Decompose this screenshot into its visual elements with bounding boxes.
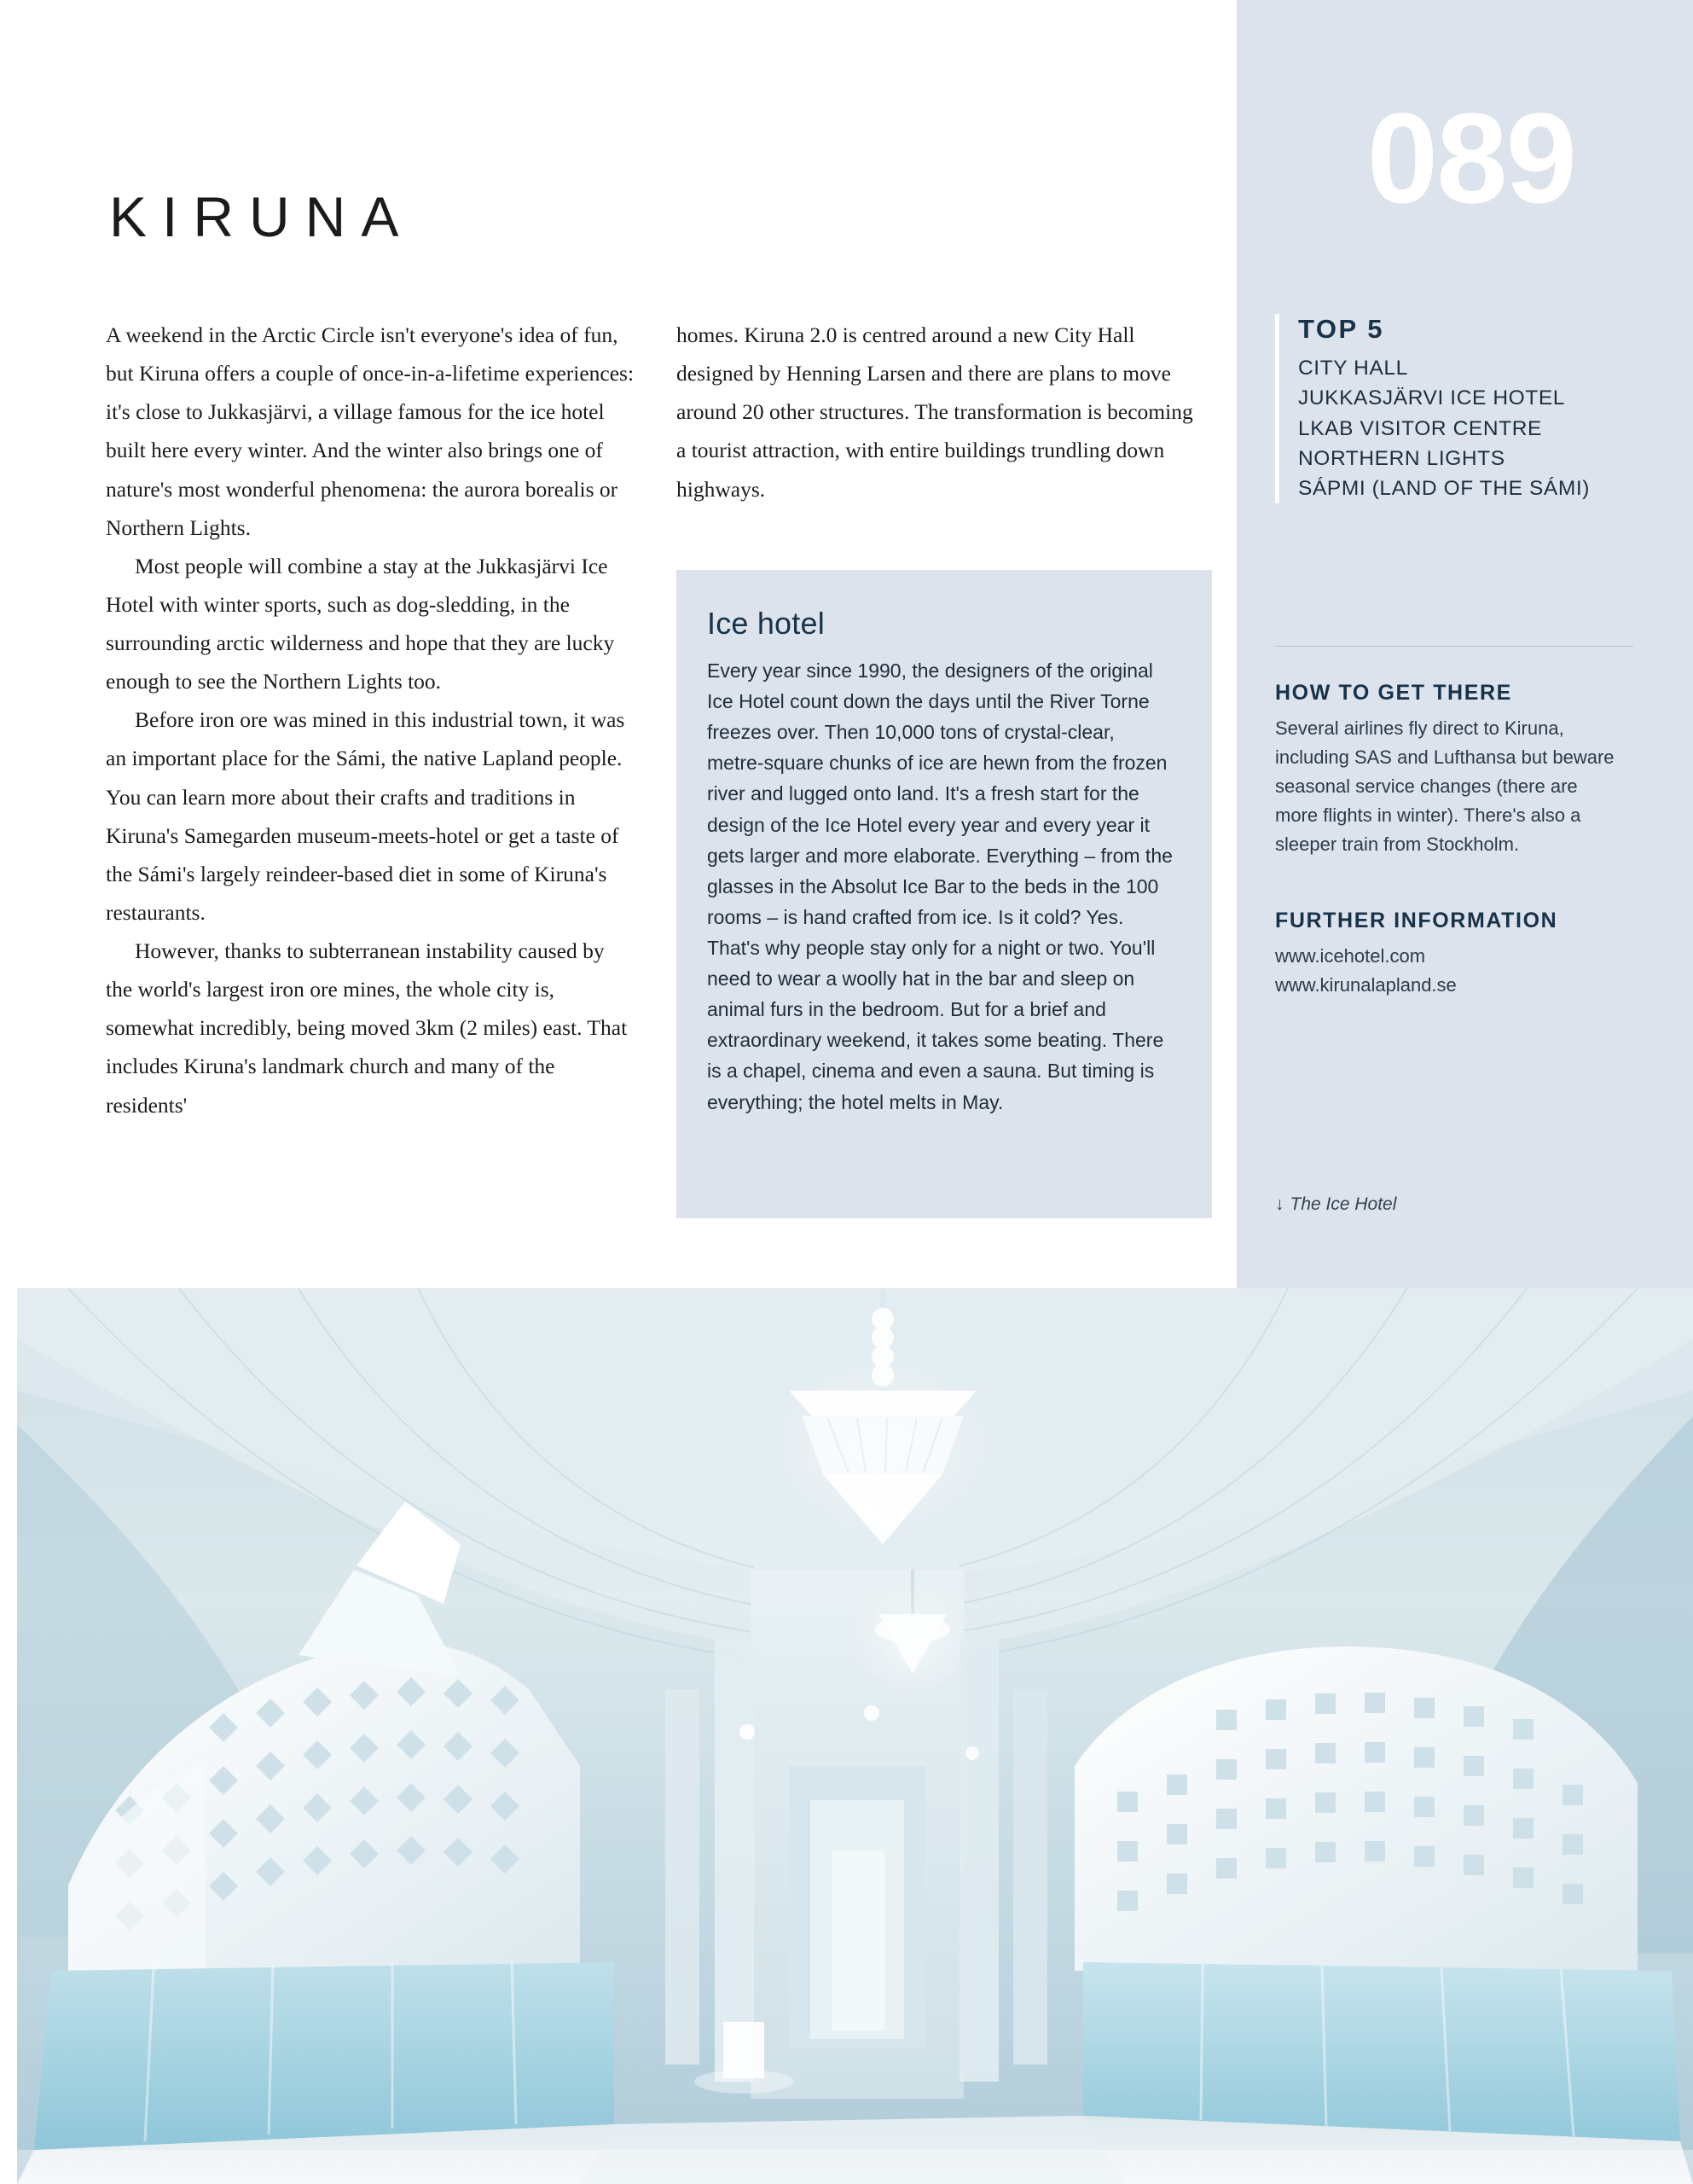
how-to-get-there-block	[1275, 681, 1616, 859]
top5-heading: TOP 5	[1298, 314, 1384, 344]
further-information-heading: FURTHER INFORMATION	[1275, 909, 1558, 932]
how-to-get-there-text: Several airlines fly direct to Kiruna, including SAS and Lufthansa but beware seasonal service changes (there are more flights in winter). There's also a sleeper train from Stockholm.	[1275, 717, 1615, 856]
further-information-link[interactable]: www.icehotel.com	[1275, 945, 1426, 967]
ice-hotel-sidebar-box	[676, 570, 1212, 1218]
top5-block	[1275, 314, 1633, 503]
photo-caption	[1275, 1194, 1633, 1215]
top5-list-item: LKAB VISITOR CENTRE	[1298, 416, 1542, 440]
top5-list-item: CITY HALL	[1298, 357, 1408, 380]
how-to-get-there-heading: HOW TO GET THERE	[1275, 681, 1512, 705]
ice-hotel-heading: Ice hotel	[707, 606, 825, 641]
further-information-block	[1275, 909, 1616, 1000]
ice-hotel-photo	[17, 1288, 1693, 2184]
further-information-link[interactable]: www.kirunalapland.se	[1275, 974, 1457, 996]
article-paragraph: A weekend in the Arctic Circle isn't everyone's idea of fun, but Kiruna offers a couple of once-in-a-lifetime experiences: it's close to Jukkasjärvi, a village famous for the ice hotel built here every winter. And the winter also brings one of nature's most wonderful phenomena: the aurora borealis or Northern Lights.	[106, 322, 635, 540]
article-column-left	[106, 316, 635, 1124]
article-paragraph: However, thanks to subterranean instability caused by the world's largest iron ore mines, the whole city is, somewhat incredibly, being moved 3km (2 miles) east. That includes Kiruna's landmark church and many of the residents'	[106, 938, 628, 1118]
page-title: KIRUNA	[109, 185, 415, 249]
article-paragraph: homes. Kiruna 2.0 is centred around a new City Hall designed by Henning Larsen and there are plans to move around 20 other structures. The transformation is becoming a tourist attraction, with entire buildings trundling down highways.	[676, 322, 1193, 502]
photo-caption-text: The Ice Hotel	[1290, 1194, 1397, 1214]
article-column-right	[676, 316, 1205, 508]
sidebar-divider	[1275, 646, 1633, 647]
top5-list-item: NORTHERN LIGHTS	[1298, 446, 1505, 470]
article-paragraph: Most people will combine a stay at the Jukkasjärvi Ice Hotel with winter sports, such as dog-sledding, in the surrounding arctic wilderness and hope that they are lucky enough to see the Northern Lights too.	[106, 553, 615, 694]
article-paragraph: Before iron ore was mined in this industrial town, it was an important place for the Sámi, the native Lapland people. You can learn more about their crafts and traditions in Kiruna's Samegarden museum-meets-hotel or get a taste of the Sámi's largely reindeer-based diet in some of Kiruna's restaurants.	[106, 707, 625, 925]
page-number: 089	[1366, 86, 1575, 229]
down-arrow-icon: ↓	[1275, 1194, 1284, 1214]
ice-hotel-body-text: Every year since 1990, the designers of the original Ice Hotel count down the days until the River Torne freezes over. Then 10,000 tons of crystal-clear, metre-square chunks of ice are hewn from the frozen river and lugged onto land. It's a fresh start for the design of the Ice Hotel every year and every year it gets larger and more elaborate. Everything – from the glasses in the Absolut Ice Bar to the beds in the 100 rooms – is hand crafted from ice. Is it cold? Yes. That's why people stay only for a night or two. You'll need to wear a woolly hat in the bar and sleep on animal furs in the bedroom. But for a brief and extraordinary weekend, it takes some beating. There is a chapel, cinema and even a sauna. But timing is everything; the hotel melts in May.	[707, 659, 1173, 1113]
top5-list-item: SÁPMI (LAND OF THE SÁMI)	[1298, 477, 1591, 501]
ice-hotel-photo-illustration	[17, 1288, 1693, 2184]
top5-list-item: JUKKASJÄRVI ICE HOTEL	[1298, 386, 1566, 410]
